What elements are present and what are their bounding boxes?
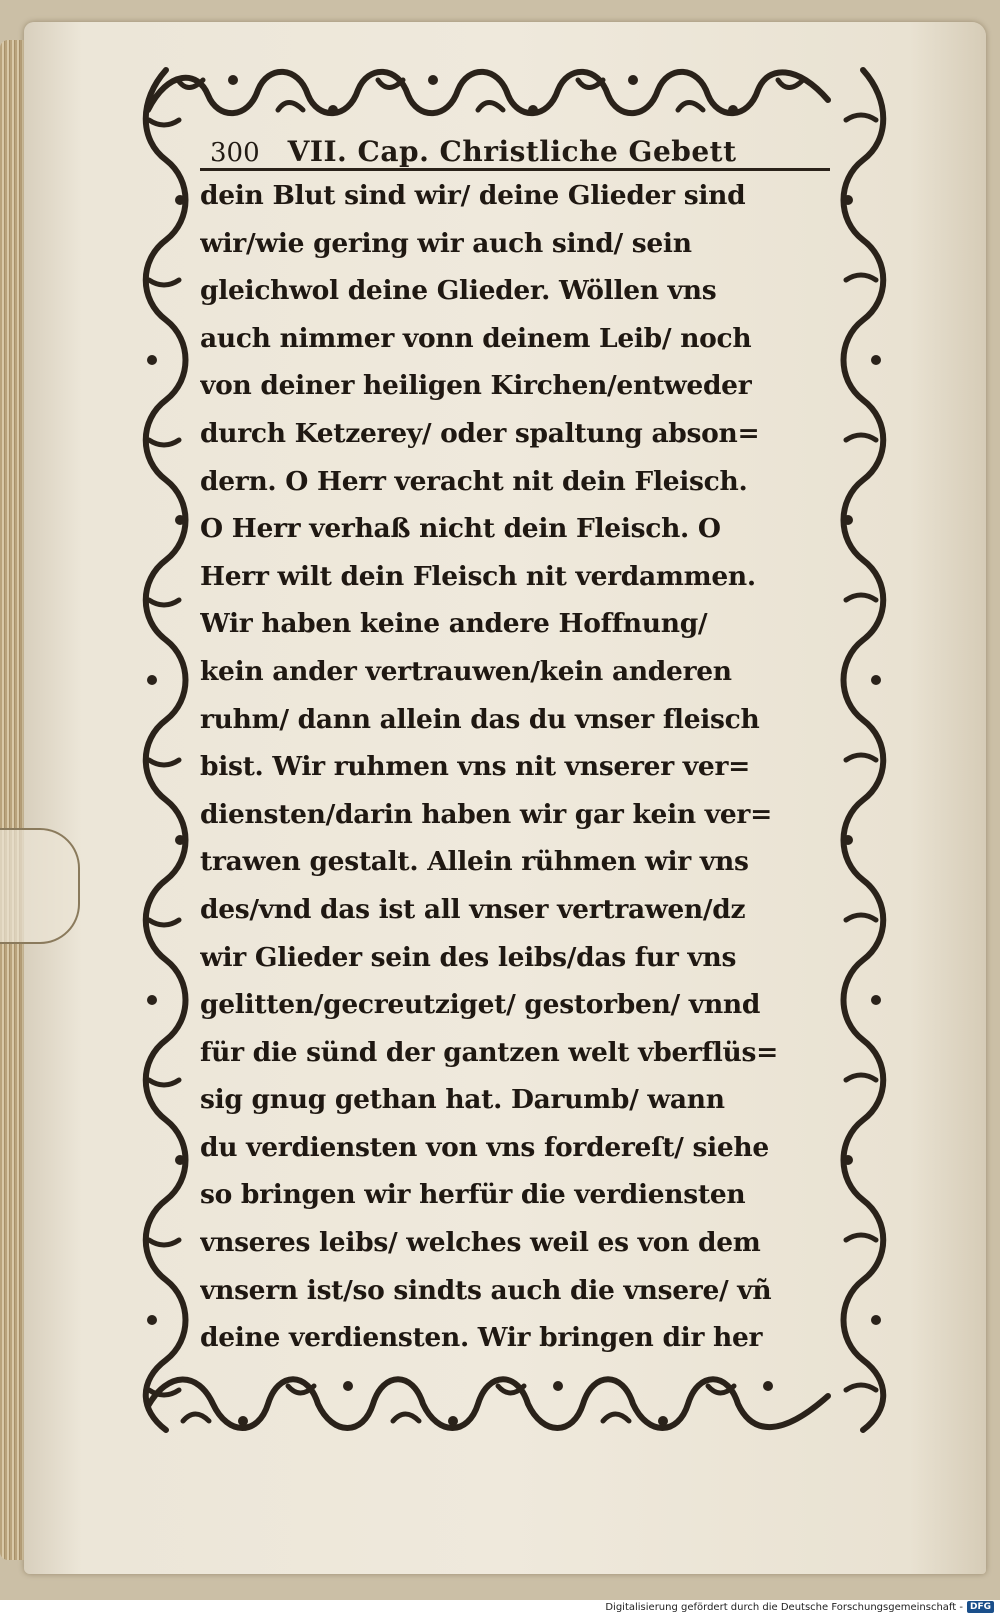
text-line: für die sünd der gantzen welt vberflüs=: [200, 1036, 779, 1068]
text-line: Herr wilt dein Fleisch nit verdammen.: [200, 560, 756, 592]
text-line: kein ander vertrauwen/kein anderen: [200, 655, 732, 687]
text-line: dern. O Herr veracht nit dein Fleisch.: [200, 465, 748, 497]
body-text: [200, 172, 830, 1364]
text-line: wir Glieder sein des leibs/das fur vns: [200, 941, 737, 973]
text-line: gleichwol deine Glieder. Wöllen vns: [200, 275, 717, 307]
text-line: deine verdiensten. Wir bringen dir her: [200, 1322, 763, 1354]
text-line: bist. Wir ruhmen vns nit vnserer ver=: [200, 751, 751, 783]
text-line: ruhm/ dann allein das du vnser fleisch: [200, 703, 760, 735]
text-line: gelitten/gecreutziget/ gestorben/ vnnd: [200, 989, 761, 1021]
top-ornament-border: [138, 60, 838, 130]
running-head-title: VII. Cap. Christliche Gebett: [287, 135, 737, 168]
digitization-credit: [605, 1598, 994, 1616]
text-line: wir/wie gering wir auch sind/ sein: [200, 227, 692, 259]
text-line: diensten/darin haben wir gar kein ver=: [200, 798, 772, 830]
text-line: trawen gestalt. Allein rühmen wir vns: [200, 846, 749, 878]
text-line: so bringen wir herfür die verdiensten: [200, 1179, 746, 1211]
text-line: Wir haben keine andere Hoffnung/: [200, 608, 708, 640]
credit-text: Digitalisierung gefördert durch die Deutsche Forschungsgemeinschaft -: [605, 1601, 963, 1613]
page-number: 300: [210, 138, 260, 168]
running-header: [200, 124, 830, 171]
text-line: vnsern ist/so sindts auch die vnsere/ vñ: [200, 1274, 772, 1306]
text-line: des/vnd das ist all vnser vertrawen/dz: [200, 893, 746, 925]
text-line: auch nimmer vonn deinem Leib/ noch: [200, 322, 752, 354]
page-tab-marker: [0, 828, 80, 944]
text-line: durch Ketzerey/ oder spaltung abson=: [200, 417, 760, 449]
dfg-logo: DFG: [967, 1601, 994, 1613]
left-ornament-border: [134, 60, 198, 1440]
right-ornament-border: [832, 60, 894, 1440]
text-line: O Herr verhaß nicht dein Fleisch. O: [200, 513, 721, 545]
text-line: von deiner heiligen Kirchen/entweder: [200, 370, 752, 402]
text-line: du verdiensten von vns fordereſt/ siehe: [200, 1131, 769, 1163]
text-line: sig gnug gethan hat. Darumb/ wann: [200, 1084, 725, 1116]
text-line: dein Blut sind wir/ deine Glieder sind: [200, 180, 746, 211]
bottom-ornament-border: [138, 1366, 838, 1442]
text-line: vnseres leibs/ welches weil es von dem: [200, 1227, 761, 1259]
